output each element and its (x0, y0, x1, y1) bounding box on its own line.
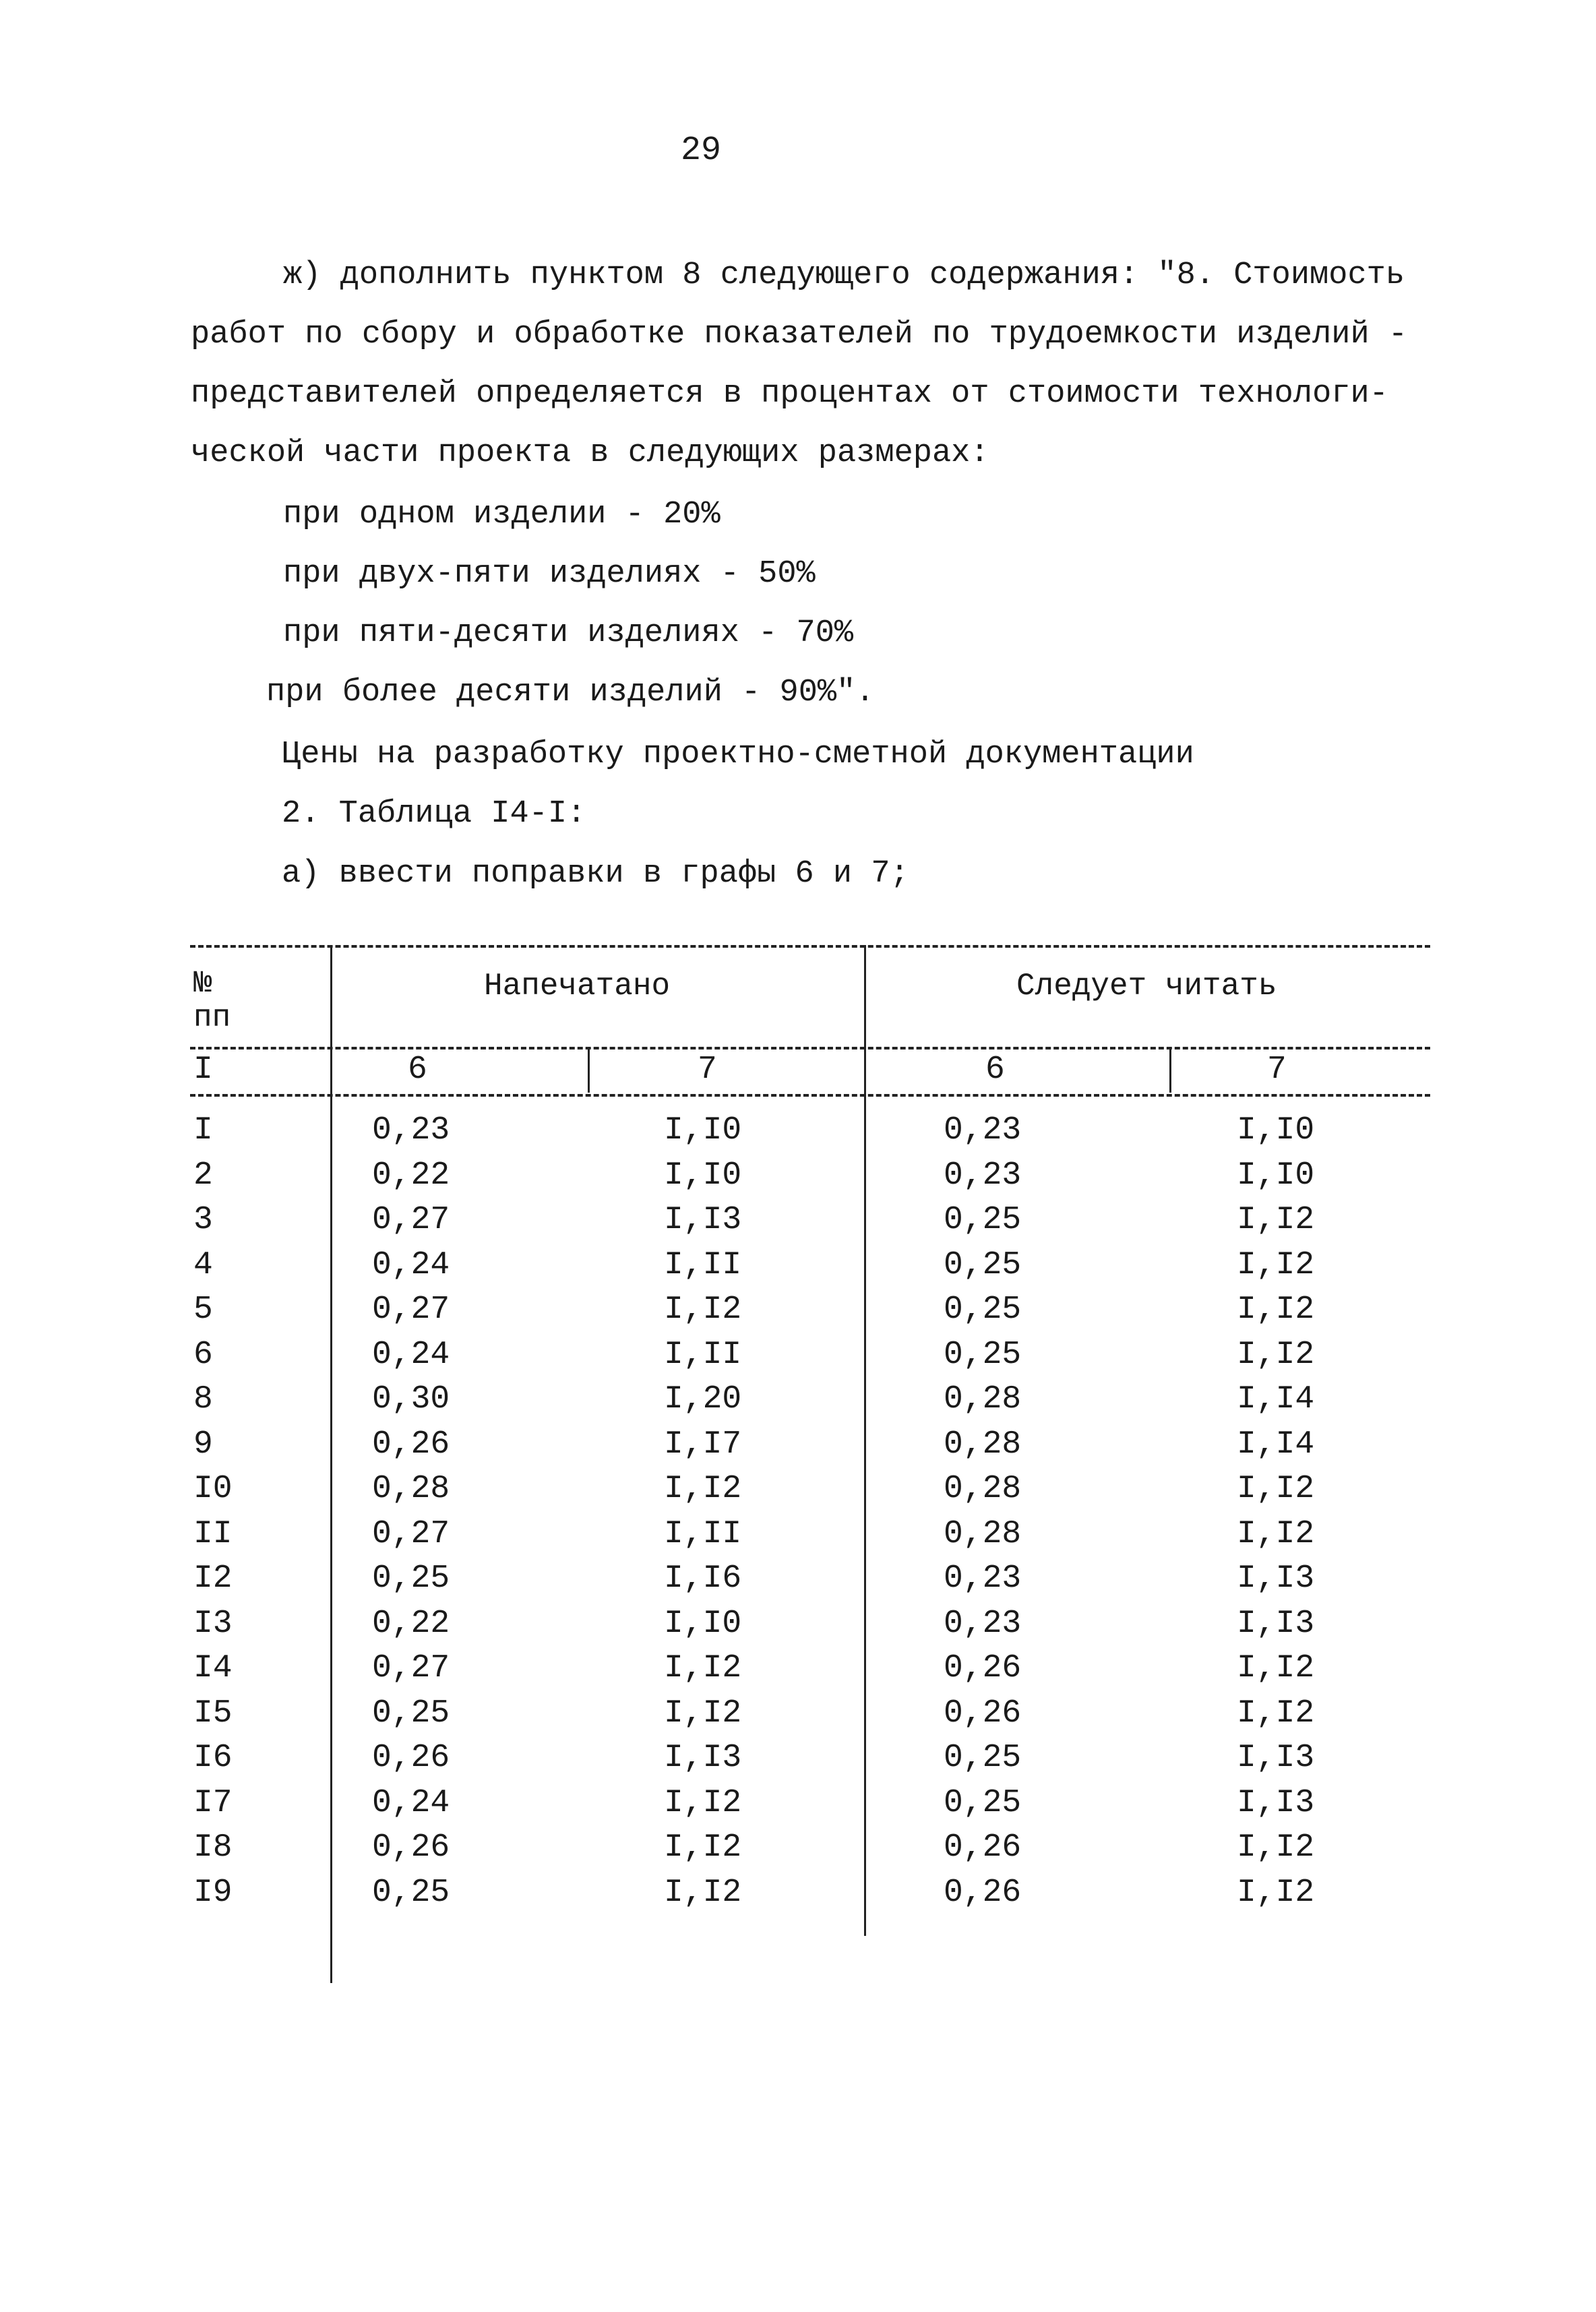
table-cell: I,I2 (1237, 1829, 1315, 1866)
table-cell: 0,24 (372, 1337, 450, 1373)
table-reference: 2. Таблица I4-I: (282, 796, 586, 832)
table-cell: I,20 (664, 1381, 742, 1418)
row-number: I6 (193, 1740, 233, 1776)
table-cell: I,I0 (664, 1606, 742, 1642)
table-cell: 0,23 (944, 1157, 1022, 1194)
table-cell: I,I2 (664, 1829, 742, 1866)
colnum-2: 6 (408, 1052, 427, 1088)
colnum-4: 6 (985, 1052, 1005, 1088)
table-cell: 0,27 (372, 1202, 450, 1238)
table-vline-1 (330, 945, 332, 1983)
table-cell: 0,24 (372, 1785, 450, 1821)
instruction-line: а) ввести поправки в графы 6 и 7; (282, 856, 909, 892)
row-number: I4 (193, 1650, 233, 1686)
table-cell: 0,28 (944, 1471, 1022, 1507)
table-cell: 0,26 (944, 1829, 1022, 1866)
table-cell: I,I2 (664, 1471, 742, 1507)
table-cell: 0,28 (944, 1381, 1022, 1418)
row-number: I (193, 1112, 213, 1149)
row-number: 2 (193, 1157, 213, 1194)
table-cell: I,I2 (664, 1785, 742, 1821)
table-cell: 0,25 (372, 1560, 450, 1597)
table-cell: 0,24 (372, 1247, 450, 1283)
table-cell: 0,26 (372, 1829, 450, 1866)
table-cell: 0,26 (372, 1740, 450, 1776)
table-cell: I,I2 (1237, 1471, 1315, 1507)
table-cell: 0,25 (944, 1247, 1022, 1283)
table-cell: 0,26 (944, 1650, 1022, 1686)
table-cell: 0,28 (944, 1426, 1022, 1463)
row-number: I3 (193, 1606, 233, 1642)
page-number: 29 (681, 131, 722, 170)
colnum-1: I (193, 1052, 213, 1088)
table-cell: 0,26 (944, 1695, 1022, 1732)
table-cell: 0,23 (944, 1560, 1022, 1597)
table-cell: I,I0 (1237, 1112, 1315, 1149)
table-cell: I,I4 (1237, 1426, 1315, 1463)
table-cell: I,II (664, 1247, 742, 1283)
paragraph-line: работ по сбору и обработке показателей по трудоемкости изделий - (191, 317, 1408, 353)
table-vline-4 (1169, 1049, 1171, 1093)
table-cell: I,I3 (1237, 1606, 1315, 1642)
table-cell: I,I7 (664, 1426, 742, 1463)
table-vline-2 (864, 945, 866, 1936)
section-heading: Цены на разработку проектно-сметной документации (282, 737, 1194, 772)
table-cell: 0,25 (372, 1875, 450, 1911)
table-header-rule (190, 1047, 1430, 1049)
table-cell: I,I2 (1237, 1650, 1315, 1686)
table-cell: I,I2 (1237, 1516, 1315, 1552)
paragraph-line: ж) дополнить пунктом 8 следующего содержания: "8. Стоимость (283, 257, 1405, 293)
header-num: № (193, 966, 212, 1001)
row-number: 8 (193, 1381, 213, 1418)
table-cell: 0,27 (372, 1650, 450, 1686)
list-item: при одном изделии - 20% (283, 497, 720, 533)
list-item: при двух-пяти изделиях - 50% (283, 556, 816, 592)
row-number: I2 (193, 1560, 233, 1597)
table-cell: I,I2 (1237, 1291, 1315, 1328)
table-cell: 0,22 (372, 1606, 450, 1642)
table-cell: 0,27 (372, 1516, 450, 1552)
table-cell: I,I2 (1237, 1337, 1315, 1373)
table-cell: 0,25 (372, 1695, 450, 1732)
table-cell: 0,28 (944, 1516, 1022, 1552)
table-colnum-rule (190, 1094, 1430, 1097)
table-cell: I,I3 (664, 1202, 742, 1238)
table-cell: 0,23 (944, 1606, 1022, 1642)
row-number: 3 (193, 1202, 213, 1238)
table-cell: I,I0 (664, 1157, 742, 1194)
list-item: при пяти-десяти изделиях - 70% (283, 615, 854, 651)
header-should-read: Следует читать (1016, 969, 1277, 1004)
table-cell: I,I0 (664, 1112, 742, 1149)
table-cell: I,I6 (664, 1560, 742, 1597)
table-cell: 0,23 (372, 1112, 450, 1149)
table-cell: I,I3 (1237, 1785, 1315, 1821)
table-cell: 0,25 (944, 1785, 1022, 1821)
table-cell: 0,22 (372, 1157, 450, 1194)
table-cell: I,I2 (1237, 1695, 1315, 1732)
table-cell: I,I4 (1237, 1381, 1315, 1418)
table-cell: I,II (664, 1337, 742, 1373)
table-top-rule (190, 945, 1430, 948)
table-cell: I,I2 (1237, 1875, 1315, 1911)
row-number: I9 (193, 1875, 233, 1911)
list-item: при более десяти изделий - 90%". (266, 675, 875, 710)
header-pp: пп (193, 1000, 231, 1035)
table-cell: I,I0 (1237, 1157, 1315, 1194)
header-printed: Напечатано (484, 969, 671, 1004)
table-cell: I,I3 (1237, 1560, 1315, 1597)
table-cell: 0,30 (372, 1381, 450, 1418)
colnum-5: 7 (1267, 1052, 1287, 1088)
row-number: I0 (193, 1471, 233, 1507)
paragraph-line: ческой части проекта в следующих размерах: (191, 435, 989, 471)
row-number: 9 (193, 1426, 213, 1463)
table-cell: 0,26 (944, 1875, 1022, 1911)
table-cell: 0,25 (944, 1291, 1022, 1328)
table-cell: I,I2 (664, 1650, 742, 1686)
row-number: 4 (193, 1247, 213, 1283)
table-cell: I,I2 (664, 1291, 742, 1328)
row-number: I7 (193, 1785, 233, 1821)
table-cell: 0,25 (944, 1202, 1022, 1238)
table-vline-3 (588, 1049, 590, 1093)
row-number: II (193, 1516, 233, 1552)
table-cell: 0,23 (944, 1112, 1022, 1149)
row-number: 5 (193, 1291, 213, 1328)
table-cell: I,I3 (664, 1740, 742, 1776)
table-cell: I,II (664, 1516, 742, 1552)
table-cell: I,I3 (1237, 1740, 1315, 1776)
table-cell: I,I2 (664, 1875, 742, 1911)
table-cell: I,I2 (1237, 1202, 1315, 1238)
paragraph-line: представителей определяется в процентах от стоимости технологи- (191, 376, 1388, 412)
row-number: I8 (193, 1829, 233, 1866)
table-cell: 0,28 (372, 1471, 450, 1507)
colnum-3: 7 (698, 1052, 717, 1088)
row-number: 6 (193, 1337, 213, 1373)
row-number: I5 (193, 1695, 233, 1732)
table-cell: 0,26 (372, 1426, 450, 1463)
table-cell: I,I2 (1237, 1247, 1315, 1283)
table-cell: 0,27 (372, 1291, 450, 1328)
table-cell: I,I2 (664, 1695, 742, 1732)
table-cell: 0,25 (944, 1740, 1022, 1776)
table-cell: 0,25 (944, 1337, 1022, 1373)
